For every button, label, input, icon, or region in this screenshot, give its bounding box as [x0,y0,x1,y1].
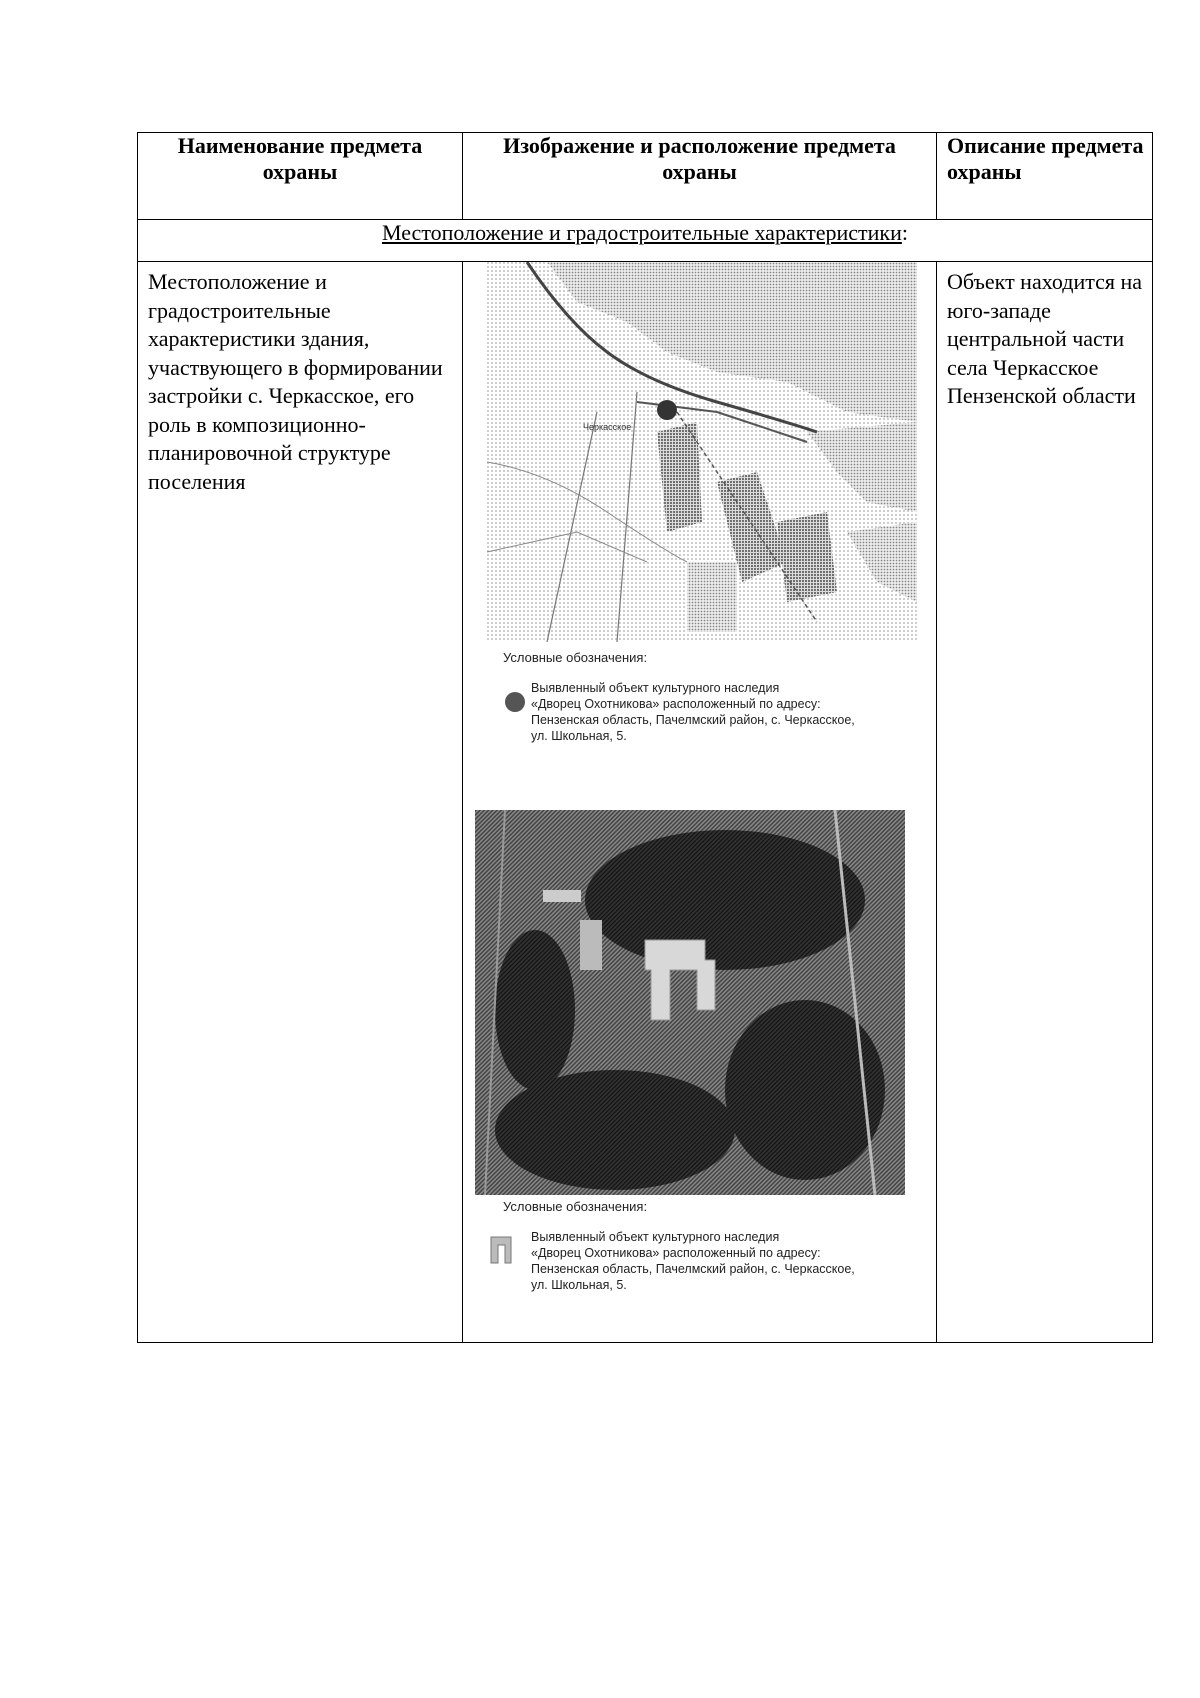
cell-images [463,262,937,1343]
subject-name: Местоположение и градостроительные характеристики здания, участвующего в формировании застройки с. Черкасское, его роль в композиционно-планировочной структуре поселения [148,269,443,494]
aerial-legend-title: Условные обозначения: [503,1199,648,1214]
header-cell-name [138,133,463,220]
map-legend-line-1: Выявленный объект культурного наследия [531,681,780,695]
subject-description: Объект находится на юго-западе центральной части села Черкасское Пензенской области [947,269,1143,408]
header-name: Наименование предмета охраны [177,133,423,184]
header-image-location: Изображение и расположение предмета охраны [503,133,896,184]
aerial-legend-entry [531,1229,891,1293]
aerial-legend-line-2: «Дворец Охотникова» расположенный по адресу: [531,1246,821,1260]
aerial-legend-line-3: Пензенская область, Пачелмский район, с. Черкасское, [531,1262,855,1276]
aerial-legend-line-4: ул. Школьная, 5. [531,1278,627,1292]
section-row [138,220,1153,262]
protection-subject-table [137,132,1153,1343]
header-description: Описание предмета охраны [947,133,1144,184]
section-cell [138,220,1153,262]
aerial-legend-building-icon [489,1235,515,1265]
table-row [138,262,1153,1343]
aerial-legend-line-1: Выявленный объект культурного наследия [531,1230,780,1244]
cell-description [937,262,1153,1343]
map-place-label: Черкасское [583,422,632,432]
header-cell-image [463,133,937,220]
map-legend-line-2: «Дворец Охотникова» расположенный по адресу: [531,697,821,711]
section-title: Местоположение и градостроительные характеристики [381,220,902,245]
section-title-colon: : [901,220,909,245]
map-legend-dot-icon [503,690,527,714]
map-legend-entry [531,680,891,744]
header-cell-description [937,133,1153,220]
location-map [487,262,917,642]
map-legend-line-3: Пензенская область, Пачелмский район, с. Черкасское, [531,713,855,727]
map-legend-title: Условные обозначения: [503,650,648,665]
table-header-row [138,133,1153,220]
map-legend-line-4: ул. Школьная, 5. [531,729,627,743]
cell-name [138,262,463,1343]
aerial-photo [475,810,905,1195]
